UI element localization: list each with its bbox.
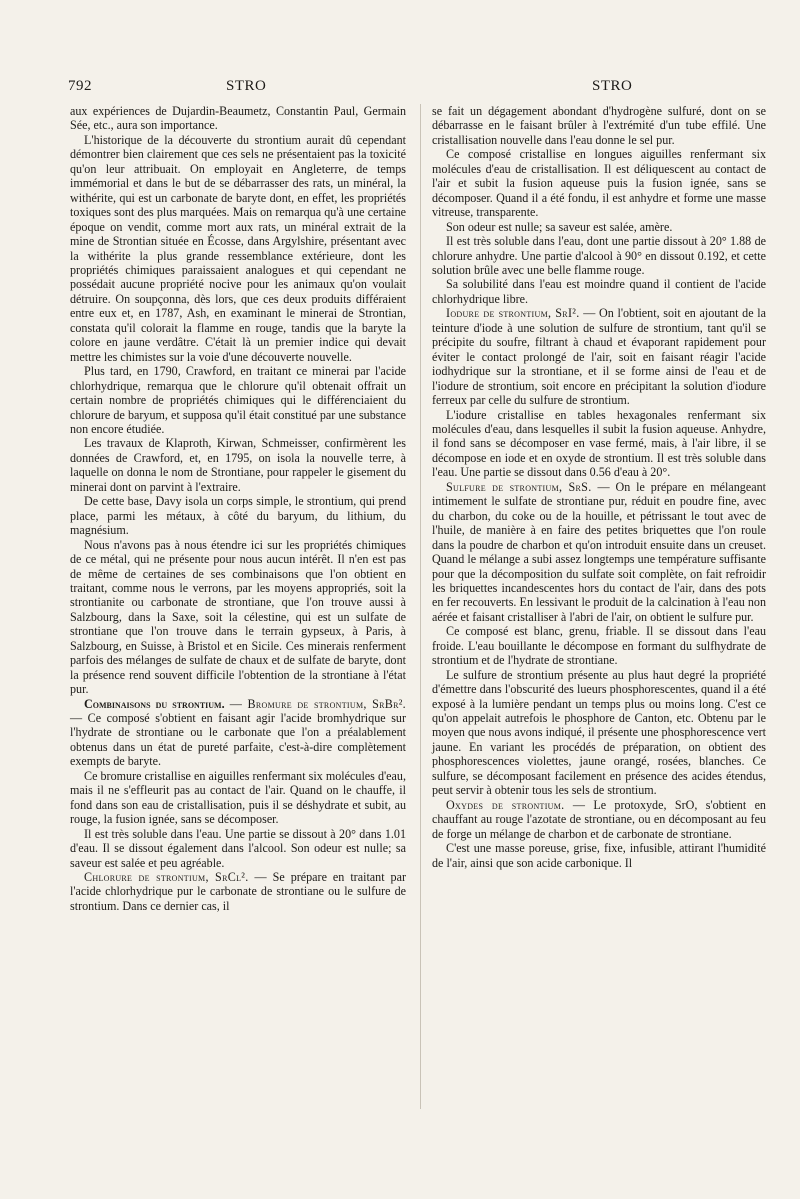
page-number: 792 — [68, 78, 92, 94]
paragraph-text: — On l'obtient, soit en ajoutant de la teinture d'iode à une solution de sulfure de strontium, tant qu'il se précipite du soufre, filtrant à chaud et évaporant rapidement pour éviter le contact prolongé de l'air, soit en faisant réagir l'acide iodhydrique sur la strontiane, et il se forme ainsi de l'eau et de l'iodure de strontium, soit encore en précipitant la solution d'iodure ferreux par celle du sulfure de strontium. — [432, 306, 766, 408]
paragraph: Ce bromure cristallise en aiguilles renfermant six molécules d'eau, mais il ne s'effleurit pas au contact de l'air. Quand on le chauffe, il fond dans son eau de cristallisation, puis il se déshydrate et subit, au rouge, la fusion ignée, sans se décomposer. — [70, 768, 406, 827]
paragraph-text: — Le protoxyde, SrO, s'obtient en chauffant au rouge l'azotate de strontiane, ou en décomposant au feu de forge un mélange de charbon et de carbonate de strontiane. — [432, 797, 766, 841]
subsection-heading: — Bromure de strontium, SrBr². — [229, 696, 406, 711]
paragraph: Ce composé cristallise en longues aiguilles renfermant six molécules d'eau de cristallisation. Il est déliquescent au contact de l'air et subit la fusion aqueuse puis la fusion ignée, sans se décomposer. Quand il a été fondu, il est anhydre et forme une masse vitreuse, transparente. — [432, 147, 766, 220]
paragraph-text: — On le prépare en mélangeant intimement le sulfate de strontiane pur, réduit en poudre fine, avec du charbon, du coke ou de la houille, et pétrissant le tout avec de l'huile, de manière à en faire des petites briquettes que l'on roule dans la poudre de charbon et qu'on introduit ensuite dans un creuset. Quand le mélange a subi assez longtemps une température suffisante pour que la décomposition du sulfate soit complète, on fait refroidir les briquettes incandescentes hors du contact de l'air, dans des pots en fer recouverts. En lessivant le produit de la calcination à l'eau non aérée et faisant cristalliser à l'abri de l'air, on obtient le sulfure pur. — [432, 479, 766, 624]
paragraph: Sa solubilité dans l'eau est moindre quand il contient de l'acide chlorhydrique libre. — [432, 277, 766, 306]
paragraph: L'iodure cristallise en tables hexagonales renfermant six molécules d'eau, dans lesquelles il subit la fusion aqueuse. Anhydre, il fond sans se décomposer en vase fermé, mais, à l'air libre, il se décompose en iode et en oxyde de strontium. Il est très soluble dans l'eau. Une partie se dissout dans 0.56 d'eau à 20°. — [432, 407, 766, 480]
running-head-left: STRO — [226, 78, 267, 94]
section-heading: Combinaisons du strontium. — [84, 696, 225, 711]
subsection-heading: Oxydes de strontium. — [446, 797, 565, 812]
left-column — [70, 104, 406, 913]
section-paragraph — [70, 870, 406, 913]
column-divider — [420, 104, 421, 1109]
paragraph: C'est une masse poreuse, grise, fixe, infusible, attirant l'humidité de l'air, ainsi que son acide carbonique. Il — [432, 841, 766, 870]
paragraph: Ce composé est blanc, grenu, friable. Il se dissout dans l'eau froide. L'eau bouillante le décompose en formant du sulfhydrate de strontium et de l'hydrate de strontiane. — [432, 624, 766, 668]
right-column — [432, 104, 766, 870]
paragraph: De cette base, Davy isola un corps simple, le strontium, qui prend place, parmi les métaux, à côté du baryum, du lithium, du magnésium. — [70, 494, 406, 538]
section-paragraph — [70, 697, 406, 769]
paragraph: Il est très soluble dans l'eau, dont une partie dissout à 20° 1.88 de chlorure anhydre. Une partie d'alcool à 90° en dissout 0.192, et cette solution brûle avec une belle flamme rouge. — [432, 234, 766, 277]
paragraph: aux expériences de Dujardin-Beaumetz, Constantin Paul, Germain Sée, etc., aura son importance. — [70, 104, 406, 133]
subsection-heading: Sulfure de strontium, SrS. — [446, 479, 592, 494]
section-paragraph — [432, 480, 766, 625]
section-paragraph — [432, 306, 766, 407]
paragraph: L'historique de la découverte du strontium aurait dû cependant démontrer bien clairement que ces sels ne présentaient pas la toxicité qu'on leur attribuait. On employait en Angleterre, de temps immémorial et dans le but de se débarrasser des rats, un minéral, la withérite, qui est un carbonate de baryte dont, en effet, les propriétés toxiques sont des plus marquées. Mais on remarqua qu'à une certaine époque on vendit, comme mort aux rats, un minéral extrait de la mine de Strontian située en Écosse, dans Argylshire, présentant avec la withérite la plus grande ressemblance extérieure, dont les propriétés chimiques paraissaient analogues et qui cependant ne possédait aucune propriété nocive pour les animaux qu'on voulait détruire. On soupçonna, dès lors, que ces deux produits différaient entre eux et, en 1787, Ash, en examinant le minerai de Strontian, constata qu'il colorait la flamme en rouge, tandis que la baryte la colore en jaune verdâtre. C'était là un premier indice qui devait mettre les chimistes sur la voie d'une découverte nouvelle. — [70, 132, 406, 364]
paragraph: se fait un dégagement abondant d'hydrogène sulfuré, dont on se débarrasse en le faisant brûler à l'extrémité d'un tube effilé. Une cristallisation nouvelle dans l'eau donne le sel pur. — [432, 104, 766, 147]
subsection-heading: Iodure de strontium, SrI². — [446, 306, 580, 321]
paragraph: Son odeur est nulle; sa saveur est salée, amère. — [446, 219, 673, 234]
paragraph: Nous n'avons pas à nous étendre ici sur les propriétés chimiques de ce métal, qui ne présente pour nous aucun intérêt. Il n'en est pas de même de certaines de ses combinaisons que l'on obtient en traitant, comme nous le verrons, par les moyens appropriés, soit la strontianite ou carbonate de strontiane, que l'on trouve aussi à Salzbourg, dans la Saxe, soit la célestine, qui est un sulfate de strontiane que l'on trouve dans le terrain gypseux, à Paris, à Salzbourg, en Suisse, à Bristol et en Sicile. Ces minerais renferment parfois des mélanges de sulfate de chaux et de sulfate de baryte, dont la présence rend souvent difficile l'obtention de la strontiane à l'état pur. — [70, 537, 406, 697]
paragraph: Plus tard, en 1790, Crawford, en traitant ce minerai par l'acide chlorhydrique, remarqua que le chlorure qu'il obtenait offrait un certain nombre de propriétés chimiques qui le différenciaient du chlorure de baryum, et supposa qu'il était constitué par une substance non encore étudiée. — [70, 364, 406, 436]
subsection-heading: Chlorure de strontium, SrCl². — [84, 870, 249, 885]
running-head-right: STRO — [592, 78, 633, 94]
paragraph: Les travaux de Klaproth, Kirwan, Schmeisser, confirmèrent les données de Crawford, et, en 1795, on isola la nouvelle terre, à laquelle on donna le nom de Strontiane, pour rappeler le gisement du minerai dont on parvint à l'extraire. — [70, 436, 406, 494]
paragraph-text: — Se prépare en traitant par l'acide chlorhydrique pur le carbonate de strontiane ou le sulfure de strontium. Dans ce dernier cas, il — [70, 870, 407, 913]
paragraph: Il est très soluble dans l'eau. Une partie se dissout à 20° dans 1.01 d'eau. Il se dissout également dans l'alcool. Son odeur est nulle; sa saveur est salée et peu agréable. — [70, 826, 406, 870]
paragraph: Le sulfure de strontium présente au plus haut degré la propriété d'émettre dans l'obscurité des lueurs phosphorescentes, quand il a été exposé à la lumière pendant un temps plus ou moins long. C'est ce qu'on appelait autrefois le phosphore de Canton, etc. Obtenu par le moyen que nous avons indiqué, il présente une phosphorescence vert jaune. En variant les procédés de préparation, on obtient des phosphorescences violettes, jaune orangé, rosées, blanches. Ce sulfure, se décomposant facilement en présence des acides étendus, peut servir à obtenir tous les sels de strontium. — [432, 667, 766, 798]
section-paragraph — [432, 798, 766, 841]
paragraph-text: — Ce composé s'obtient en faisant agir l'acide bromhydrique sur l'hydrate de strontiane ou le carbonate que l'on a préalablement obtenus dans un état de pureté parfaite, c'est-à-dire complètement exempts de baryte. — [70, 711, 406, 769]
